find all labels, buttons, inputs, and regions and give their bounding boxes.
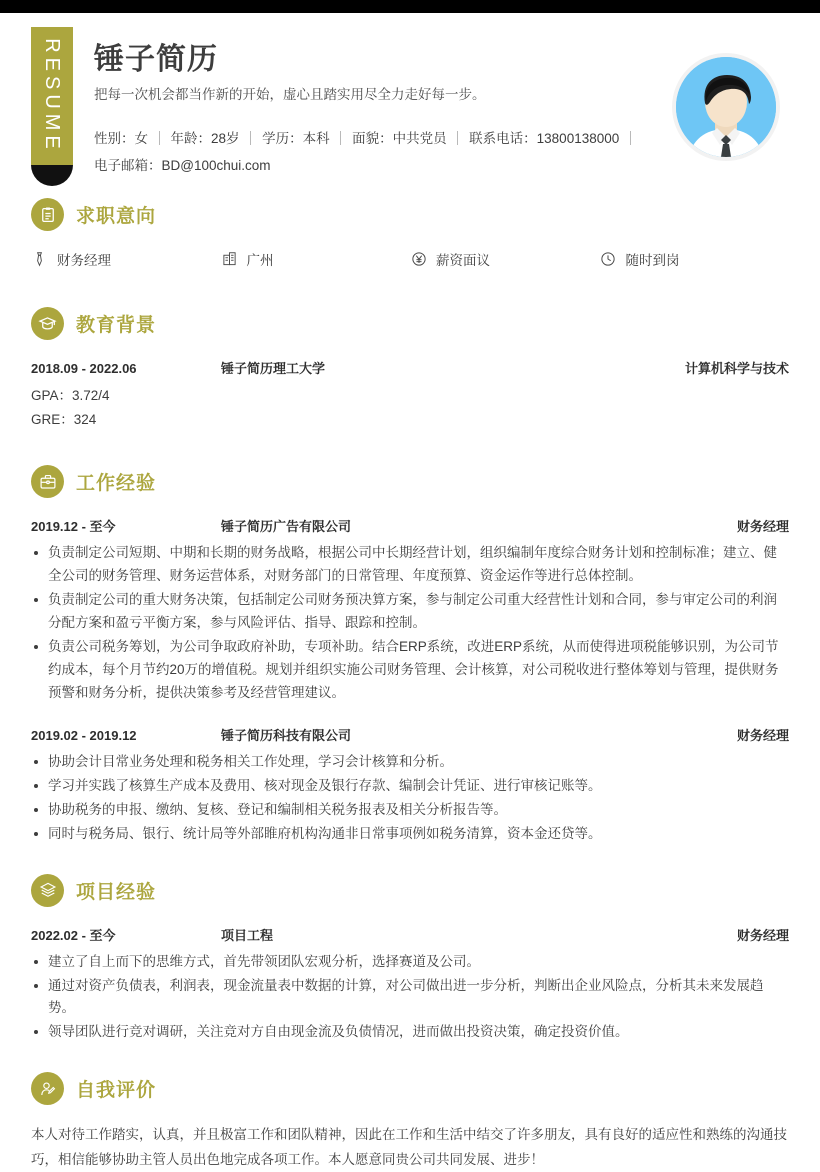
work-bullets	[31, 751, 789, 846]
section-title-project: 项目经验	[76, 881, 157, 903]
section-title-self: 自我评价	[76, 1080, 157, 1102]
section-title-work: 工作经验	[76, 473, 157, 495]
clock-icon	[600, 251, 617, 268]
work-entry-head	[31, 725, 789, 744]
list-item: 同时与税务局、银行、统计局等外部睢府机构沟通非日常事项例如税务清算，资本金还贷等。	[31, 823, 789, 846]
section-header-work	[31, 465, 789, 498]
self-evaluation-text: 本人对待工作踏实，认真，并且极富工作和团队精神，因此在工作和生活中结交了许多朋友，具有良好的适应性和熟练的沟通技巧，相信能够协助主管人员出色地完成各项工作。本人愿意同贵公司共同发展、进步！	[31, 1127, 787, 1167]
clipboard-icon	[31, 198, 64, 231]
work-bullets	[31, 542, 789, 705]
intent-position-label: 财务经理	[57, 253, 111, 268]
section-project-experience	[0, 874, 820, 1045]
list-item: 负责公司税务筹划，为公司争取政府补助，专项补助。结合ERP系统，改进ERP系统，从而使得进项税能够识别，为公司节约成本，每个月节约20万的增值税。规划并组织实施公司财务管理、会计核算，对公司税收进行整体筹划与管理，提供财务预警和财务分析，提供决策参考及经营管理建议。	[31, 636, 789, 705]
project-name: 项目工程	[221, 927, 274, 943]
header-info	[94, 41, 654, 179]
intent-city-label: 广州	[246, 253, 274, 268]
tie-icon	[31, 251, 48, 268]
graduation-cap-icon	[31, 307, 64, 340]
project-bullets	[31, 951, 789, 1045]
section-header-project	[31, 874, 789, 907]
section-title-education: 教育背景	[76, 315, 157, 336]
meta-email: 电子邮箱：BD@100chui.com	[94, 157, 271, 173]
intent-salary-label: 薪资面议	[436, 253, 490, 268]
meta-political-status: 面貌：中共党员	[352, 130, 447, 146]
list-item: 通过对资产负债表，利润表，现金流量表中数据的计算，对公司做出进一步分析，判断出企业风险点，分析其未来发展趋势。	[31, 975, 789, 1021]
work-date: 2019.02 - 2019.12	[31, 727, 137, 743]
meta-divider	[159, 131, 160, 145]
project-date: 2022.02 - 至今	[31, 927, 116, 943]
section-header-self	[31, 1072, 789, 1105]
avatar	[672, 53, 780, 161]
tagline: 把每一次机会都当作新的开始，虚心且踏实用尽全力走好每一步。	[94, 86, 486, 102]
list-item: 负责制定公司短期、中期和长期的财务战略，根据公司中长期经营计划，组织编制年度综合财务计划和控制标准；建立、健全公司的财务管理、财务运营体系，对财务部门的日常管理、年度预算、资金运作等进行总体控制。	[31, 542, 789, 588]
page-title: 锤子简历	[94, 43, 218, 76]
section-job-intent	[0, 198, 820, 269]
list-item: 学习并实践了核算生产成本及费用、核对现金及银行存款、编制会计凭证、进行审核记账等。	[31, 775, 789, 798]
intent-position	[31, 249, 221, 269]
layers-icon	[31, 874, 64, 907]
building-icon	[221, 251, 238, 268]
avatar-illustration	[676, 57, 776, 157]
section-title-job-intent: 求职意向	[76, 206, 157, 227]
project-entry	[31, 925, 789, 1045]
intent-city	[221, 249, 411, 269]
meta-gender: 性别：女	[94, 130, 148, 146]
avatar-person-icon	[676, 57, 776, 157]
work-company: 锤子简历广告有限公司	[221, 519, 352, 535]
list-item: 领导团队进行竞对调研，关注竞对方自由现金流及负债情况，进而做出投资决策，确定投资价值。	[31, 1021, 789, 1044]
project-entry-head	[31, 925, 789, 944]
personal-meta-line	[94, 125, 654, 152]
work-entry-head	[31, 516, 789, 535]
list-item: 协助税务的申报、缴纳、复核、登记和编制相关税务报表及相关分析报告等。	[31, 799, 789, 822]
briefcase-icon	[31, 465, 64, 498]
section-education	[0, 307, 820, 431]
meta-age: 年龄：28岁	[170, 130, 240, 146]
work-role: 财务经理	[736, 519, 789, 535]
list-item: 协助会计目常业务处理和税务相关工作处理，学习会计核算和分析。	[31, 751, 789, 774]
resume-banner-label: RESUME	[41, 38, 63, 154]
resume-header	[0, 13, 820, 198]
meta-phone: 联系电话：13800138000	[469, 130, 620, 146]
section-self-evaluation	[0, 1072, 820, 1172]
meta-divider	[340, 131, 341, 145]
education-major: 计算机科学与技术	[684, 361, 789, 376]
education-entry	[31, 358, 789, 431]
project-role: 财务经理	[736, 927, 789, 943]
list-item: 负责制定公司的重大财务决策，包括制定公司财务预决算方案，参与制定公司重大经营性计划和合同，参与审定公司的利润分配方案和盈亏平衡方案，参与风险评估、指导、跟踪和控制。	[31, 589, 789, 635]
resume-side-banner	[31, 27, 73, 165]
education-date: 2018.09 - 2022.06	[31, 361, 137, 376]
meta-divider	[250, 131, 251, 145]
person-edit-icon	[31, 1072, 64, 1105]
section-work-experience	[0, 465, 820, 845]
work-role: 财务经理	[736, 727, 789, 743]
work-company: 锤子简历科技有限公司	[221, 727, 352, 743]
meta-divider	[457, 131, 458, 145]
section-header-job-intent	[31, 198, 789, 231]
education-gre: GRE：324	[31, 411, 97, 427]
work-entry	[31, 725, 789, 846]
banner-foot-shape	[31, 165, 73, 186]
meta-divider	[630, 131, 631, 145]
top-black-bar	[0, 0, 820, 13]
list-item: 建立了自上而下的思维方式，首先带领团队宏观分析，选择赛道及公司。	[31, 951, 789, 974]
education-school: 锤子简历理工大学	[221, 361, 326, 376]
section-header-education	[31, 307, 789, 340]
yen-icon	[410, 251, 427, 268]
intent-availability	[600, 249, 790, 269]
intent-availability-label: 随时到岗	[625, 253, 680, 268]
job-intent-row	[31, 249, 789, 269]
intent-salary	[410, 249, 600, 269]
meta-degree: 学历：本科	[262, 130, 330, 146]
work-entry	[31, 516, 789, 705]
work-date: 2019.12 - 至今	[31, 519, 116, 535]
education-entry-head	[31, 358, 789, 377]
education-gpa: GPA：3.72/4	[31, 388, 110, 403]
